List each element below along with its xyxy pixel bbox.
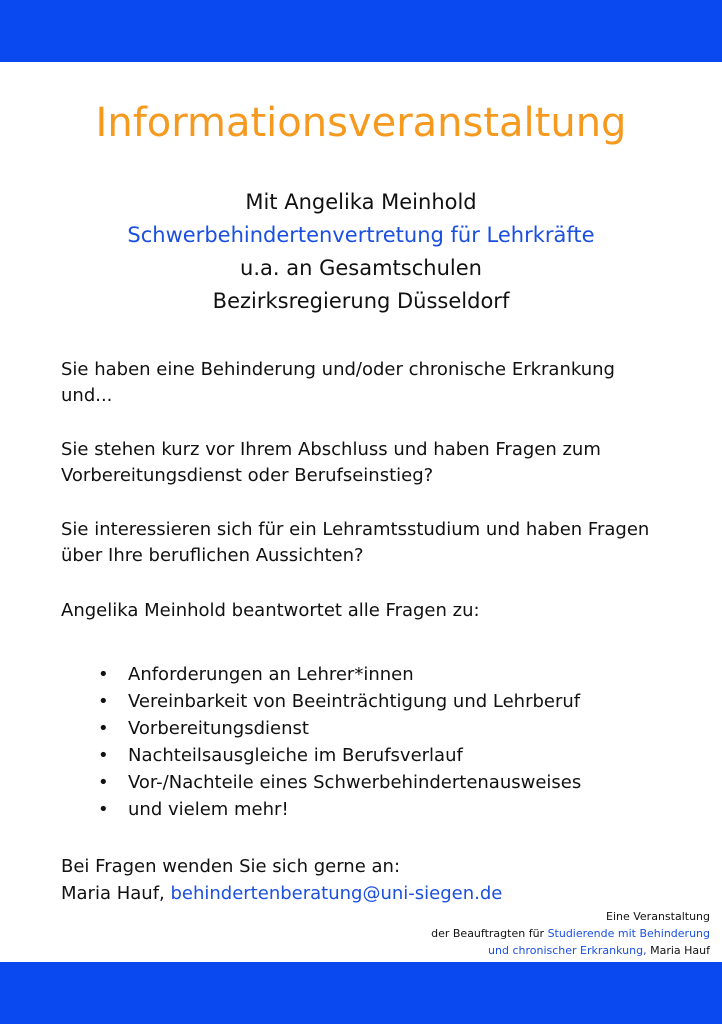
list-item-text: Vorbereitungsdienst [128,718,309,739]
speaker-scope: u.a. an Gesamtschulen [240,256,482,280]
list-item-text: Anforderungen an Lehrer*innen [128,664,414,685]
list-item [98,769,581,796]
speaker-info [0,186,722,318]
list-item [98,742,581,769]
credit-link-part-2: und chronischer Erkrankung, [488,944,647,957]
page-title: Informationsveranstaltung [95,100,627,146]
credit-line-3 [431,942,710,959]
credit-line-1: Eine Veranstaltung [606,910,710,923]
contact-intro: Bei Fragen wenden Sie sich gerne an: [61,856,401,877]
topics-intro: Angelika Meinhold beantwortet alle Fragen zu: [61,600,480,621]
intro-paragraph-3: Sie interessieren sich für ein Lehramtsstudium und haben Fragen über Ihre beruflichen Aussichten? [61,519,650,566]
bullet-icon: • [98,718,109,739]
credit-prefix: der Beauftragten für [431,927,548,940]
bullet-icon: • [98,745,109,766]
bullet-icon: • [98,772,109,793]
list-item-text: Vereinbarkeit von Beeinträchtigung und Lehrberuf [128,691,581,712]
list-item-text: Nachteilsausgleiche im Berufsverlauf [128,745,463,766]
contact-name: Maria Hauf, [61,883,171,904]
credit-suffix: Maria Hauf [646,944,710,957]
list-item [98,715,581,742]
top-color-band [0,0,722,62]
intro-paragraph-2: Sie stehen kurz vor Ihrem Abschluss und haben Fragen zum Vorbereitungsdienst oder Berufseinstieg? [61,439,601,486]
list-item [98,661,581,688]
bottom-color-band [0,962,722,1024]
contact-line [61,880,502,907]
bullet-icon: • [98,691,109,712]
list-item [98,796,581,823]
speaker-name: Mit Angelika Meinhold [245,190,477,214]
bullet-icon: • [98,664,109,685]
speaker-role: Schwerbehindertenvertretung für Lehrkräfte [127,223,595,247]
contact-email-link[interactable]: behindertenberatung@uni-siegen.de [170,883,503,904]
credit-line-2 [431,925,710,942]
organizer-credit [431,908,710,959]
contact-block [61,853,502,907]
list-item-text: Vor-/Nachteile eines Schwerbehindertenausweises [128,772,582,793]
speaker-authority: Bezirksregierung Düsseldorf [212,289,510,313]
topics-list [98,661,581,823]
bullet-icon: • [98,799,109,820]
intro-paragraph-1: Sie haben eine Behinderung und/oder chronische Erkrankung und... [61,359,615,406]
credit-link-part-1: Studierende mit Behinderung [547,927,710,940]
list-item-text: und vielem mehr! [128,799,289,820]
list-item [98,688,581,715]
